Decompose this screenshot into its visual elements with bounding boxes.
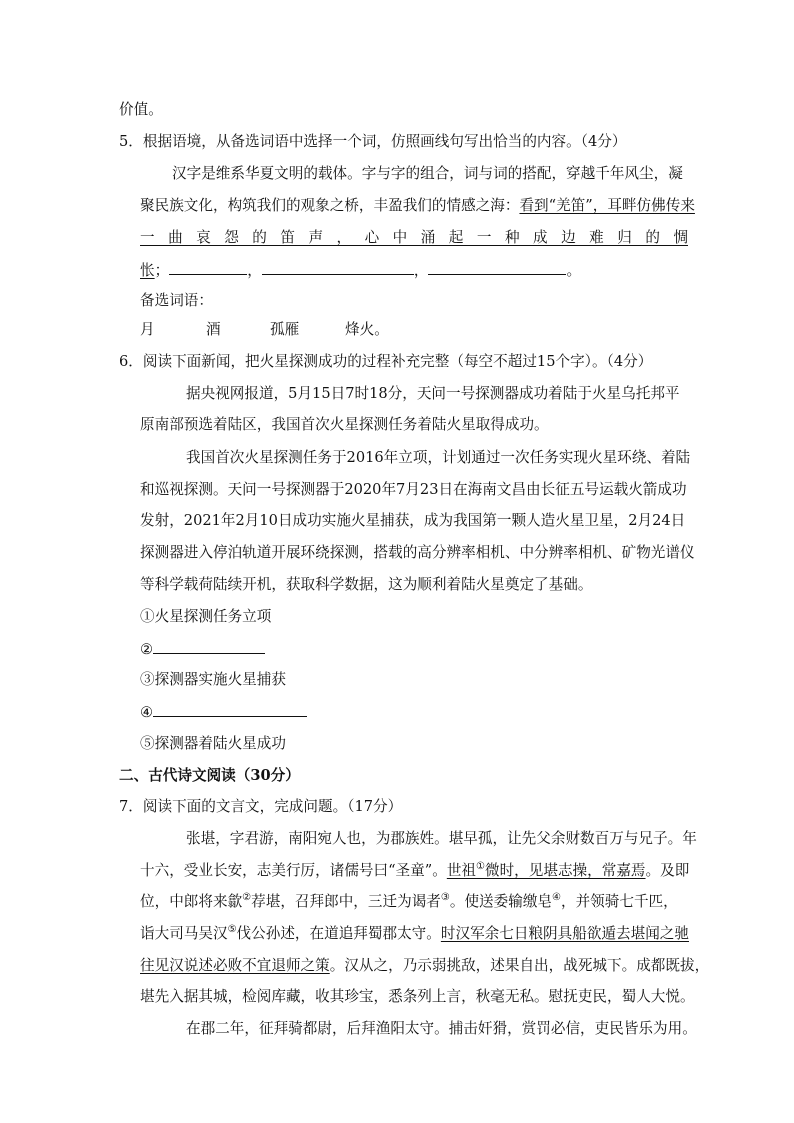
- step-number: ②: [140, 641, 154, 658]
- text-line: 价值。: [119, 101, 163, 118]
- note-marker: ①: [476, 861, 485, 873]
- q5-text: 聚民族文化，构筑我们的观象之桥，丰盈我们的情感之海：: [140, 197, 520, 214]
- section-heading: 二、古代诗文阅读（30分）: [119, 767, 300, 784]
- q7-text: 荐堪，召拜郎中，三迁为谒者: [251, 893, 441, 910]
- q7-text: 。及即: [645, 862, 690, 879]
- answer-blank-2[interactable]: [262, 260, 414, 275]
- q5-text: ，: [247, 262, 262, 279]
- options-label: 备选词语：: [140, 292, 213, 309]
- process-step-3: ③探测器实施火星捕获: [140, 671, 286, 688]
- q6-paragraph-line: 原南部预选着陆区，我国首次火星探测任务着陆火星取得成功。: [140, 416, 549, 433]
- q5-text: 。: [566, 262, 582, 279]
- step-number: ④: [140, 704, 154, 721]
- q7-paragraph-line: [140, 924, 689, 944]
- q7-text: 十六，受业长安，志美行厉，诸儒号曰“圣童”。: [140, 862, 447, 879]
- question-7-stem: 7．阅读下面的文言文，完成问题。（17分）: [119, 798, 403, 815]
- q5-paragraph-line: 汉字是维系华夏文明的载体。字与字的组合，词与词的搭配，穿越千年风尘，凝: [172, 165, 683, 182]
- q5-paragraph-line: [140, 196, 695, 216]
- q7-text: ，并领骑七千匹，: [560, 893, 678, 910]
- option-item: 烽火。: [345, 321, 389, 338]
- q5-text: ，: [413, 262, 429, 279]
- q5-text: ；: [154, 262, 170, 279]
- q6-paragraph-line: 等科学载荷陆续开机，获取科学数据，这为顺利着陆火星奠定了基础。: [140, 576, 593, 593]
- q6-paragraph-line: 据央视网报道，5月15日7时18分，天问一号探测器成功着陆于火星乌托邦平: [186, 385, 680, 402]
- option-item: 月: [140, 321, 155, 338]
- question-5-stem: 5．根据语境，从备选词语中选择一个词，仿照画线句写出恰当的内容。（4分）: [119, 133, 627, 150]
- note-marker: ④: [552, 892, 561, 904]
- q5-underlined-example: 看到“羌笛”，耳畔仿佛传来: [519, 197, 695, 214]
- q5-text: 怅: [140, 262, 155, 279]
- q7-text: 诣大司马吴汉: [140, 925, 228, 942]
- note-marker: ③: [440, 892, 450, 904]
- answer-blank-step-4[interactable]: [153, 702, 307, 717]
- q7-paragraph-line: 堪先入据其城，检阅库藏，收其珍宝，悉条列上言，秋毫无私。慰抚吏民，蜀人大悦。: [140, 988, 695, 1005]
- q7-text: 伐公孙述，在道追拜蜀郡太守。: [236, 925, 441, 942]
- q7-paragraph-line: [140, 956, 709, 976]
- q7-text: 位，中郎将来歙: [140, 893, 243, 910]
- q7-underlined-sentence: [447, 862, 646, 879]
- q7-paragraph-line: 张堪，字君游，南阳宛人也，为郡族姓。堪早孤，让先父余财数百万与兄子。年: [186, 830, 697, 847]
- q5-answer-line: [140, 260, 581, 281]
- q7-paragraph-line: 在郡二年，征拜骑都尉，后拜渔阳太守。捕击奸猾，赏罚必信，吏民皆乐为用。: [186, 1020, 697, 1037]
- process-step-5: ⑤探测器着陆火星成功: [140, 735, 286, 752]
- question-6-stem: 6．阅读下面新闻，把火星探测成功的过程补充完整（每空不超过15个字）。（4分）: [119, 353, 653, 370]
- q7-underlined-sentence: 往见汉说述必败不宜退师之策: [140, 957, 330, 974]
- option-item: 酒: [206, 321, 221, 338]
- q7-paragraph-line: [140, 861, 689, 881]
- q7-text: 。汉从之，乃示弱挑敌，述果自出，战死城下。成都既拔，: [329, 957, 710, 974]
- process-step-2: [140, 639, 265, 660]
- q5-underlined-example: 一曲哀怨的笛声，心中涌起一种成边难归的惆: [140, 229, 688, 246]
- q6-paragraph-line: 发射，2021年2月10日成功实施火星捕获，成为我国第一颗人造火星卫星，2月24日: [140, 512, 686, 529]
- option-item: 孤雁: [270, 321, 300, 338]
- q6-paragraph-line: 探测器进入停泊轨道开展环绕探测，搭载的高分辨率相机、中分辨率相机、矿物光谱仪: [140, 544, 695, 561]
- q7-paragraph-line: [140, 892, 678, 912]
- q6-paragraph-line: 和巡视探测。天问一号探测器于2020年7月23日在海南文昌由长征五号运载火箭成功: [140, 481, 687, 498]
- q7-text: 微时，见堪志操，常嘉焉: [484, 862, 646, 879]
- note-marker: ②: [242, 892, 252, 904]
- q7-text: 。使送委输缴皂: [449, 893, 553, 910]
- q6-paragraph-line: 我国首次火星探测任务于2016年立项，计划通过一次任务实现火星环绕、着陆: [186, 449, 691, 466]
- q7-text: 世祖: [446, 862, 477, 879]
- answer-blank-3[interactable]: [428, 260, 566, 275]
- q7-underlined-sentence: 时汉军余七日粮阴具船欲遁去堪闻之驰: [440, 925, 689, 942]
- answer-blank-step-2[interactable]: [153, 639, 265, 654]
- note-marker: ⑤: [227, 924, 237, 936]
- process-step-4: [140, 702, 307, 723]
- process-step-1: ①火星探测任务立项: [140, 608, 272, 625]
- answer-blank-1[interactable]: [169, 260, 247, 275]
